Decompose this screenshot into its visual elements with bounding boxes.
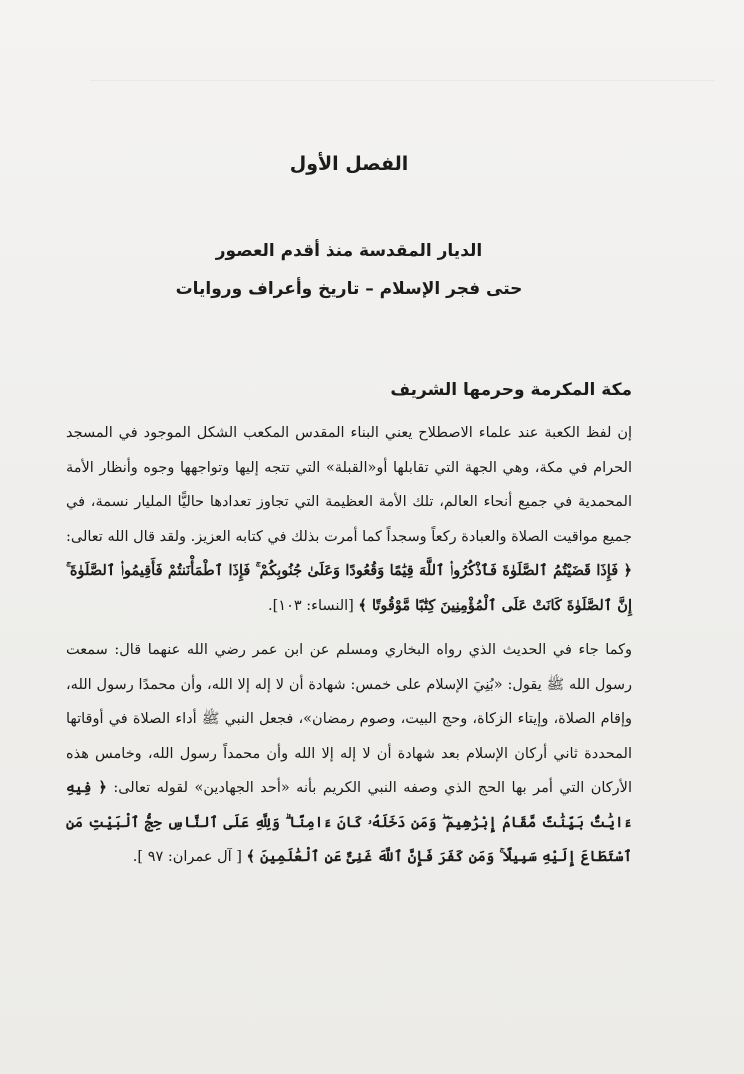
- paragraph-2-text: وكما جاء في الحديث الذي رواه البخاري ومسلم عن ابن عمر رضي الله عنهما قال: سمعت رسول الله ﷺ يقول: «بُنِيَ الإسلام على خمس: شهادة أن لا إله إلا الله، وأن محمدًا رسول الله، وإقام الصلاة، وإيتاء الزكاة، وحج البيت، وصوم رمضان»، فجعل النبي ﷺ أداء الصلاة في أوقاتها المحددة ثاني أركان الإسلام بعد شهادة أن لا إله إلا الله وأن محمداً رسول الله، وخامس هذه الأركان التي أمر بها الحج الذي وصفه النبي الكريم بأنه «أحد الجهادين» لقوله تعالى:: [66, 642, 632, 796]
- paragraph-1: [66, 416, 632, 623]
- subtitle-line-2: حتى فجر الإسلام – تاريخ وأعراف وروايات: [175, 279, 523, 299]
- paragraph-2: [66, 633, 632, 875]
- page-content: [66, 150, 632, 875]
- paragraph-2-quran-verse: ﴿ فِيهِ ءَايَٰتٌۢ بَيِّنَٰتٌ مَّقَامُ إِبْرَٰهِيمَ ۖ وَمَن دَخَلَهُۥ كَانَ ءَامِنًا ۗ وَلِلَّهِ عَلَى ٱلنَّاسِ حِجُّ ٱلْبَيْتِ مَنِ ٱسْتَطَاعَ إِلَيْهِ سَبِيلًا ۚ وَمَن كَفَرَ فَإِنَّ ٱللَّهَ غَنِىٌّ عَنِ ٱلْعَٰلَمِينَ ﴾: [66, 779, 632, 865]
- subtitle-line-1: الديار المقدسة منذ أقدم العصور: [215, 241, 483, 261]
- paragraph-2-reference: [ آل عمران: ٩٧ ].: [132, 849, 242, 865]
- header-rule: [90, 80, 714, 81]
- paragraph-1-quran-verse: ﴿ فَإِذَا قَضَيْتُمُ ٱلصَّلَوٰةَ فَٱذْكُرُوا۟ ٱللَّهَ قِيَٰمًا وَقُعُودًا وَعَلَىٰ جُنُوبِكُمْ ۚ فَإِذَا ٱطْمَأْنَنتُمْ فَأَقِيمُوا۟ ٱلصَّلَوٰةَ ۚ إِنَّ ٱلصَّلَوٰةَ كَانَتْ عَلَى ٱلْمُؤْمِنِينَ كِتَٰبًا مَّوْقُوتًا ﴾: [66, 562, 632, 614]
- paragraph-1-reference: [النساء: ١٠٣].: [268, 597, 354, 614]
- section-heading: مكة المكرمة وحرمها الشريف: [390, 380, 632, 400]
- paragraph-1-text: إن لفظ الكعبة عند علماء الاصطلاح يعني البناء المقدس المكعب الشكل الموجود في المسجد الحرام في مكة، وهي الجهة التي تقابلها أو«القبلة» التي تتجه إليها وتواجهها وجوه وأنظار الأمة المحمدية في جميع أنحاء العالم، تلك الأمة العظيمة التي تجاوز تعدادها حاليًّا المليار نسمة، في جميع مواقيت الصلاة والعبادة ركعاً وسجداً كما أمرت بذلك في كتابه العزيز. ولقد قال الله تعالى:: [66, 425, 632, 545]
- chapter-title: الفصل الأول: [289, 153, 409, 175]
